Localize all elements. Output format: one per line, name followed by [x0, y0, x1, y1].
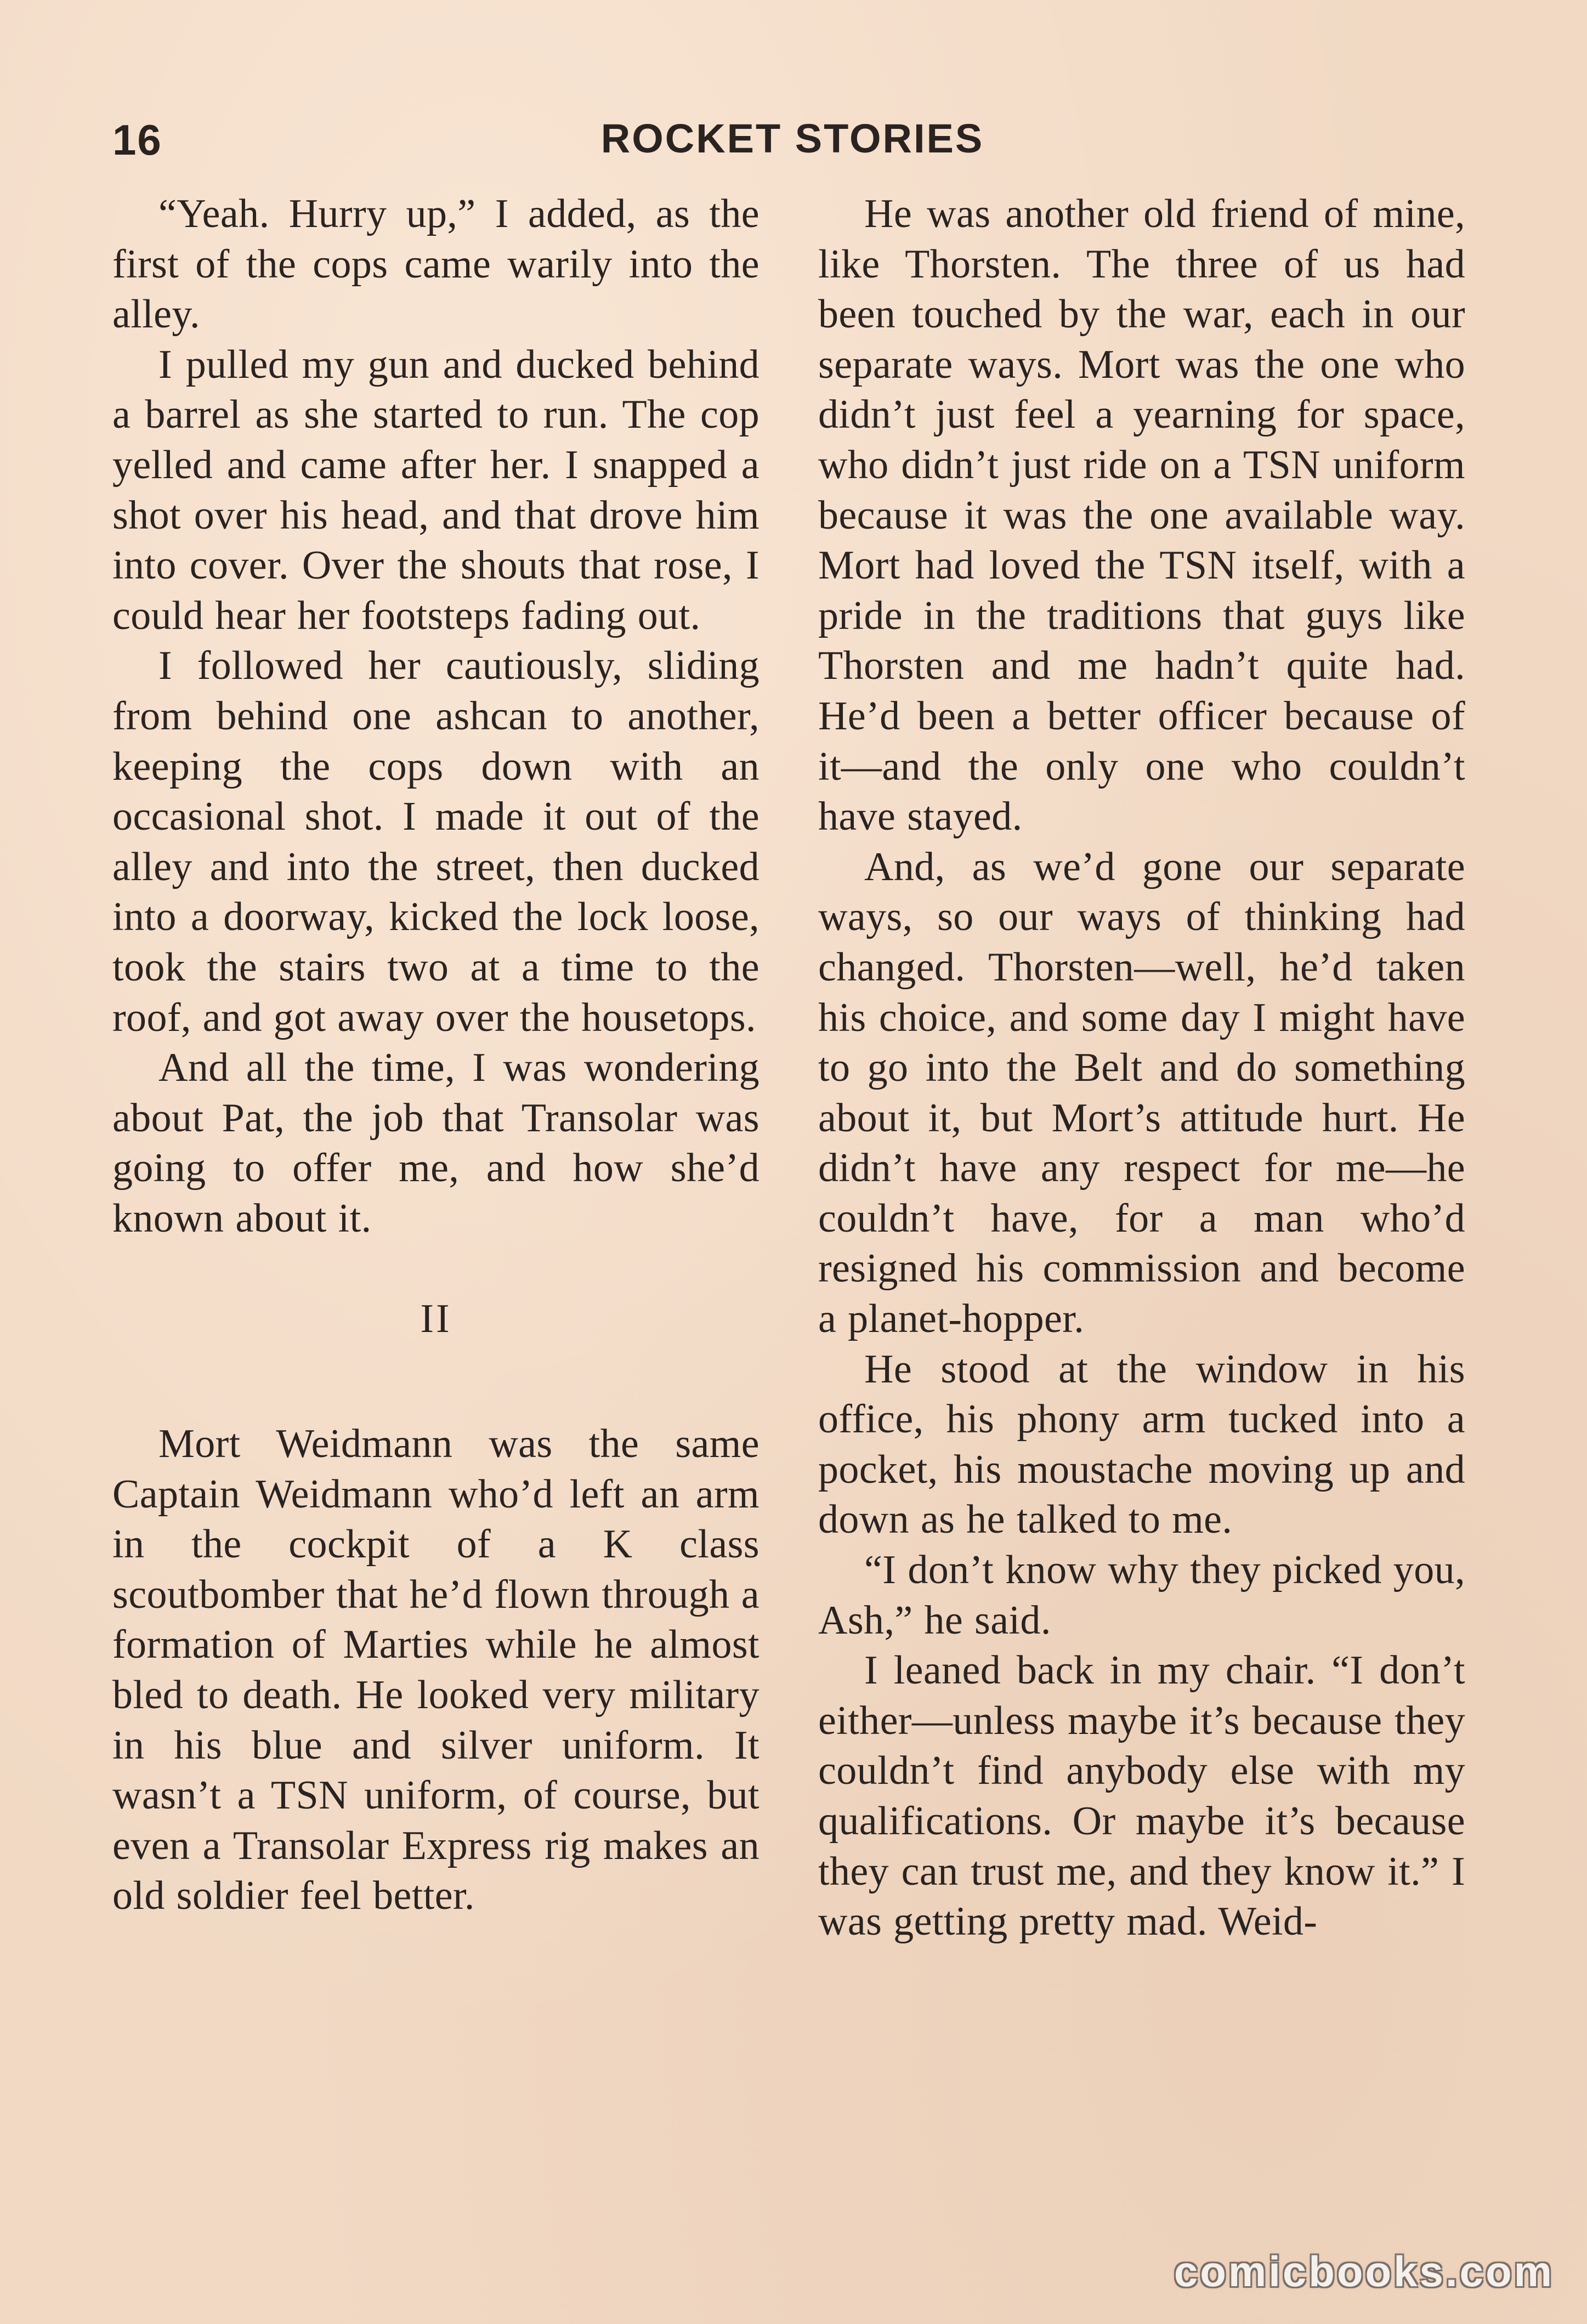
paragraph: “I don’t know why they picked you, Ash,” he said. — [818, 1548, 1465, 1643]
page-header — [112, 110, 1472, 175]
section-number: II — [420, 1296, 452, 1342]
page-number: 16 — [112, 116, 162, 164]
paragraph: “Yeah. Hurry up,” I added, as the first of the cops came warily into the alley. — [112, 191, 760, 337]
paragraph: I leaned back in my chair. “I don’t either—unless maybe it’s because they couldn’t find anybody else with my qualifications. Or maybe it’s because they can trust me, and they know it.” I was getting pretty mad. Weid- — [818, 1648, 1465, 1945]
paragraph: I followed her cautiously, sliding from behind one ashcan to another, keeping the cops down with an occasional shot. I made it out of the alley and into the street, then ducked into a doorway, kicked the lock loose, took the stairs two at a time to the roof, and got away over the housetops. — [112, 643, 760, 1040]
right-column — [818, 189, 1465, 1947]
watermark: comicbooks.com — [1174, 2247, 1554, 2295]
paragraph: I pulled my gun and ducked behind a barrel as she started to run. The cop yelled and came after her. I snapped a shot over his head, and that drove him into cover. Over the shouts that rose, I could hear her footsteps fading out. — [112, 342, 760, 638]
paragraph: And all the time, I was wondering about Pat, the job that Transolar was going to offer me, and how she’d known about it. — [112, 1045, 760, 1241]
left-column — [112, 189, 760, 1921]
paragraph: He stood at the window in his office, his phony arm tucked into a pocket, his moustache moving up and down as he talked to me. — [818, 1346, 1465, 1543]
paragraph: And, as we’d gone our separate ways, so our ways of thinking had changed. Thorsten—well, he’d taken his choice, and some day I might have to go into the Belt and do something about it, but Mort’s attitude hurt. He didn’t have any respect for me—he couldn’t have, for a man who’d resigned his commission and become a planet-hopper. — [818, 844, 1465, 1342]
paragraph: He was another old friend of mine, like Thorsten. The three of us had been touched by the war, each in our separate ways. Mort was the one who didn’t just feel a yearning for space, who didn’t just ride on a TSN uniform because it was the one available way. Mort had loved the TSN itself, with a pride in the traditions that guys like Thorsten and me hadn’t quite had. He’d been a better officer because of it—and the only one who couldn’t have stayed. — [818, 191, 1465, 840]
running-title: ROCKET STORIES — [600, 116, 984, 161]
paragraph: Mort Weidmann was the same Captain Weidmann who’d left an arm in the cockpit of a K class scoutbomber that he’d flown through a formation of Marties while he almost bled to death. He looked very military in his blue and silver uniform. It wasn’t a TSN uniform, of course, but even a Transolar Express rig makes an old soldier feel better. — [112, 1421, 760, 1919]
